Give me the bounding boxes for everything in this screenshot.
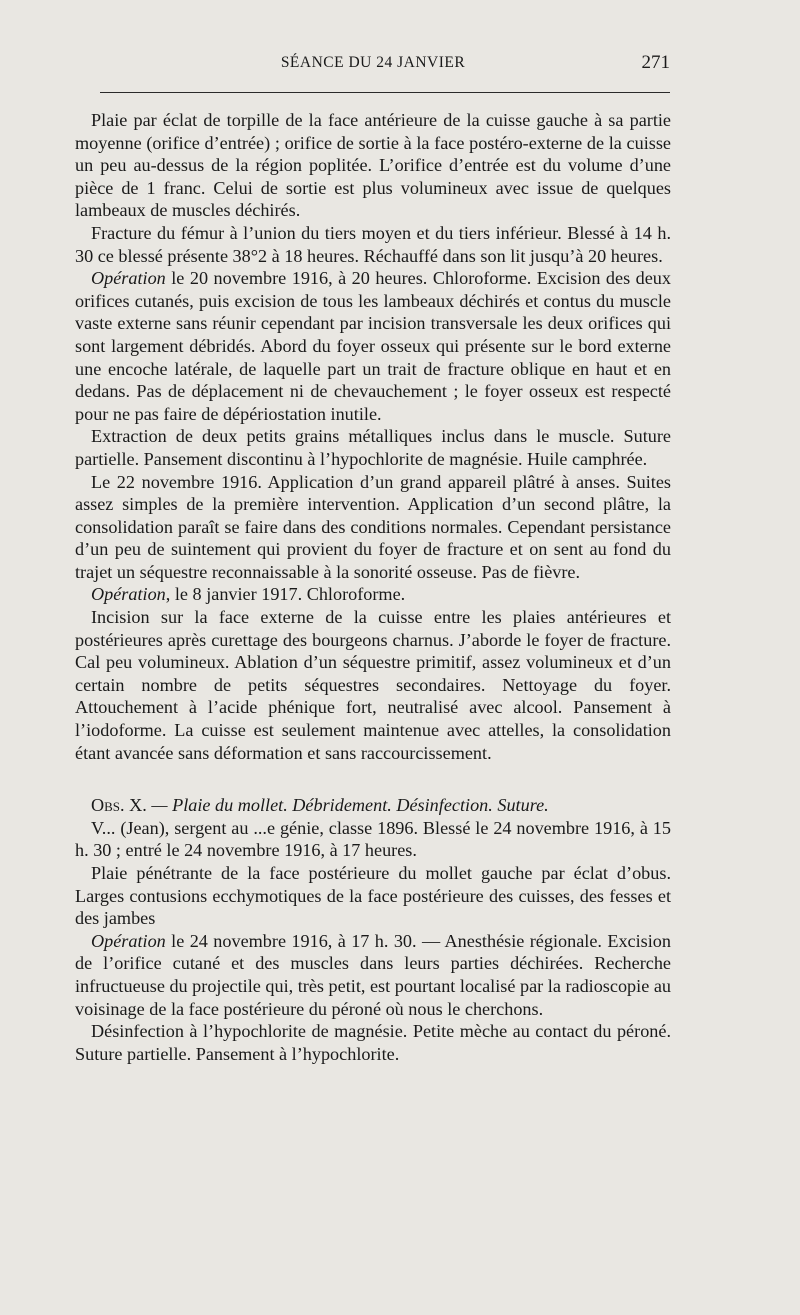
paragraph-disinfection: Désinfection à l’hypochlorite de magnésie. Petite mèche au contact du péroné. Suture partielle. Pansement à l’hypochlorite.	[75, 1021, 671, 1064]
paragraph-third-operation	[75, 930, 671, 1020]
paragraph-plaster: Le 22 novembre 1916. Application d’un grand appareil plâtré à anses. Suites assez simples de la première intervention. Application d’un second plâtre, la consolidation paraît se faire dans des conditions normales. Cependant persistance d’un peu de suintement qui provient du foyer de fracture et on sent au fond du trajet un séquestre reconnaissable à la sonorité osseuse. Pas de fièvre.	[75, 471, 671, 582]
operation-text: le 20 novembre 1916, à 20 heures. Chloroforme. Excision des deux orifices cutanés, puis excision de tous les lambeaux déchirés et contus du muscle vaste externe sans réunir cependant par incision transversale les deux orifices qui sont largement débridés. Abord du foyer osseux qui présente sur le bord externe une encoche latérale, de laquelle part un trait de fracture oblique en haut et en dedans. Pas de déplacement ni de chevauchement ; le foyer osseux est respecté pour ne pas faire de dépériostation inutile.	[75, 268, 671, 424]
paragraph-first-operation	[75, 267, 671, 425]
paragraph-extraction: Extraction de deux petits grains métalliques inclus dans le muscle. Suture partielle. Pansement discontinu à l’hypochlorite de magnésie. Huile camphrée.	[75, 426, 671, 469]
observation-heading	[75, 794, 671, 817]
operation-text: , le 8 janvier 1917. Chloroforme.	[165, 584, 406, 605]
paragraph-second-operation	[75, 583, 671, 606]
operation-label: Opération	[91, 584, 166, 605]
operation-label: Opération	[91, 930, 166, 951]
body-text	[75, 109, 671, 1065]
running-header	[76, 52, 670, 76]
paragraph-incision: Incision sur la face externe de la cuisse entre les plaies antérieures et postérieures après curettage des bourgeons charnus. J’aborde le foyer de fracture. Cal peu volumineux. Ablation d’un séquestre primitif, assez volumineux et d’un certain nombre de petits séquestres secondaires. Nettoyage du foyer. Attouchement à l’acide phénique fort, neutralisé avec alcool. Pansement à l’iodoforme. La cuisse est seulement maintenue avec attelles, la consolidation étant avancée sans déformation et sans raccourcissement.	[75, 607, 671, 763]
paragraph-fracture: Fracture du fémur à l’union du tiers moyen et du tiers inférieur. Blessé à 14 h. 30 ce blessé présente 38°2 à 18 heures. Réchauffé dans son lit jusqu’à 20 heures.	[75, 222, 671, 266]
paragraph-patient: V... (Jean), sergent au ...e génie, classe 1896. Blessé le 24 novembre 1916, à 15 h. 30 ; entré le 24 novembre 1916, à 17 heures.	[75, 817, 671, 861]
observation-label: Obs. X.	[91, 795, 147, 816]
section-gap	[75, 764, 671, 794]
running-title: SÉANCE DU 24 JANVIER	[280, 54, 466, 71]
page-number: 271	[641, 52, 670, 73]
paragraph-wound-description: Plaie par éclat de torpille de la face antérieure de la cuisse gauche à sa partie moyenne (orifice d’entrée) ; orifice de sortie à la face postéro-externe de la cuisse un peu au-dessus de la région poplitée. L’orifice d’entrée est du volume d’une pièce de 1 franc. Celui de sortie est plus volumineux avec issue de quelques lambeaux de muscles déchirés.	[75, 110, 671, 221]
operation-text: le 24 novembre 1916, à 17 h. 30. — Anesthésie régionale. Excision de l’orifice cutané et des muscles dans leurs parties déchirées. Recherche infructueuse du projectile qui, très petit, est pourtant localisé par la radioscopie au voisinage de la face postérieure du péroné où nous le cherchons.	[75, 930, 671, 1019]
header-rule	[100, 92, 670, 93]
operation-label: Opération	[91, 268, 166, 289]
paragraph-calf-wound: Plaie pénétrante de la face postérieure du mollet gauche par éclat d’obus. Larges contusions ecchymotiques de la face postérieure des cuisses, des fesses et des jambes	[75, 863, 671, 929]
observation-title: — Plaie du mollet. Débridement. Désinfection. Suture.	[146, 795, 549, 816]
